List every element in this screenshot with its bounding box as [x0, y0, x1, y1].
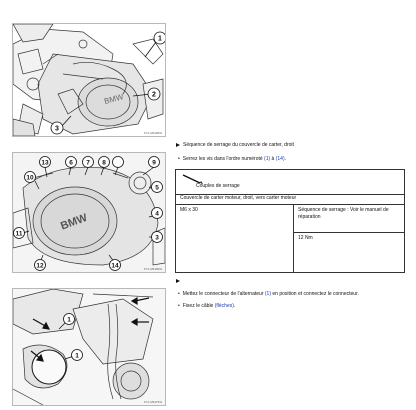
callout-6: 6	[69, 159, 73, 167]
callout-3: 3	[155, 234, 159, 242]
callout-label: 2	[152, 91, 156, 99]
callout-7: 7	[86, 159, 90, 167]
ref-link-start[interactable]: (1)	[264, 156, 271, 162]
torque-table-row-values	[176, 205, 404, 272]
section-marker	[176, 278, 183, 285]
ref-link-arrows[interactable]: (flèches)	[214, 303, 234, 309]
callout-12: 12	[36, 262, 44, 270]
callout-5: 5	[155, 184, 159, 192]
callout-label: 1	[158, 35, 162, 43]
torque-table	[175, 169, 405, 273]
callout-10: 10	[26, 174, 34, 182]
bullet-icon: •	[178, 156, 180, 162]
instruction-connect-alternator: • Mettez le connecteur de l'alternateur (1) en position et connectez le connecteur.	[178, 291, 359, 297]
engine-illustration-1	[13, 24, 165, 136]
ref-link-connector[interactable]: (1)	[264, 291, 272, 297]
play-triangle-icon	[176, 279, 180, 283]
figure-caption: KYL M1174%	[143, 400, 162, 404]
callout-13: 13	[41, 159, 49, 167]
bullet-icon: •	[178, 291, 180, 297]
callout-1: 1	[67, 316, 71, 324]
engine-illustration-2	[13, 153, 165, 272]
callout-8: 8	[102, 159, 106, 167]
figure-crankcase-cover-overview	[12, 23, 166, 137]
callout-14: 14	[111, 262, 119, 270]
bmw-logo: BMW	[59, 211, 89, 233]
bullet-icon: •	[178, 303, 180, 309]
figure-alternator-connector	[12, 288, 166, 406]
figure-caption: KYL M1160%	[143, 267, 162, 271]
section-heading: Séquence de serrage du couvercle de carter, droit	[176, 142, 294, 149]
instruction-tighten-screws: • Serrez les vis dans l'ordre numéroté (1) à (14).	[178, 156, 287, 162]
callout-label: 3	[55, 125, 59, 133]
torque-value: 12 Nm	[298, 235, 313, 241]
engine-illustration-3	[13, 289, 165, 405]
instruction-fix-cable: • Fixez le câble (flèches).	[178, 303, 236, 309]
torque-table-header	[176, 170, 404, 195]
callout-4: 4	[155, 210, 159, 218]
table-divider	[294, 232, 404, 233]
sequence-note: Séquence de serrage : Voir le manuel de réparation	[298, 207, 389, 220]
callout-9: 9	[152, 159, 156, 167]
bmw-logo: BMW	[103, 92, 125, 106]
callout-1-detail: 1	[75, 352, 79, 360]
callout-11: 11	[15, 230, 23, 238]
play-triangle-icon	[176, 143, 180, 147]
ref-link-end[interactable]: (14)	[275, 156, 285, 162]
figure-tightening-sequence	[12, 152, 166, 273]
figure-caption: KYL M1160%	[143, 131, 162, 135]
torque-table-row-label: Couvercle de carter moteur, droit, vers carter moteur	[176, 194, 404, 205]
torque-header-label: Couples de serrage	[196, 183, 240, 189]
table-divider	[293, 205, 294, 272]
screw-spec: M6 x 30	[180, 207, 198, 213]
